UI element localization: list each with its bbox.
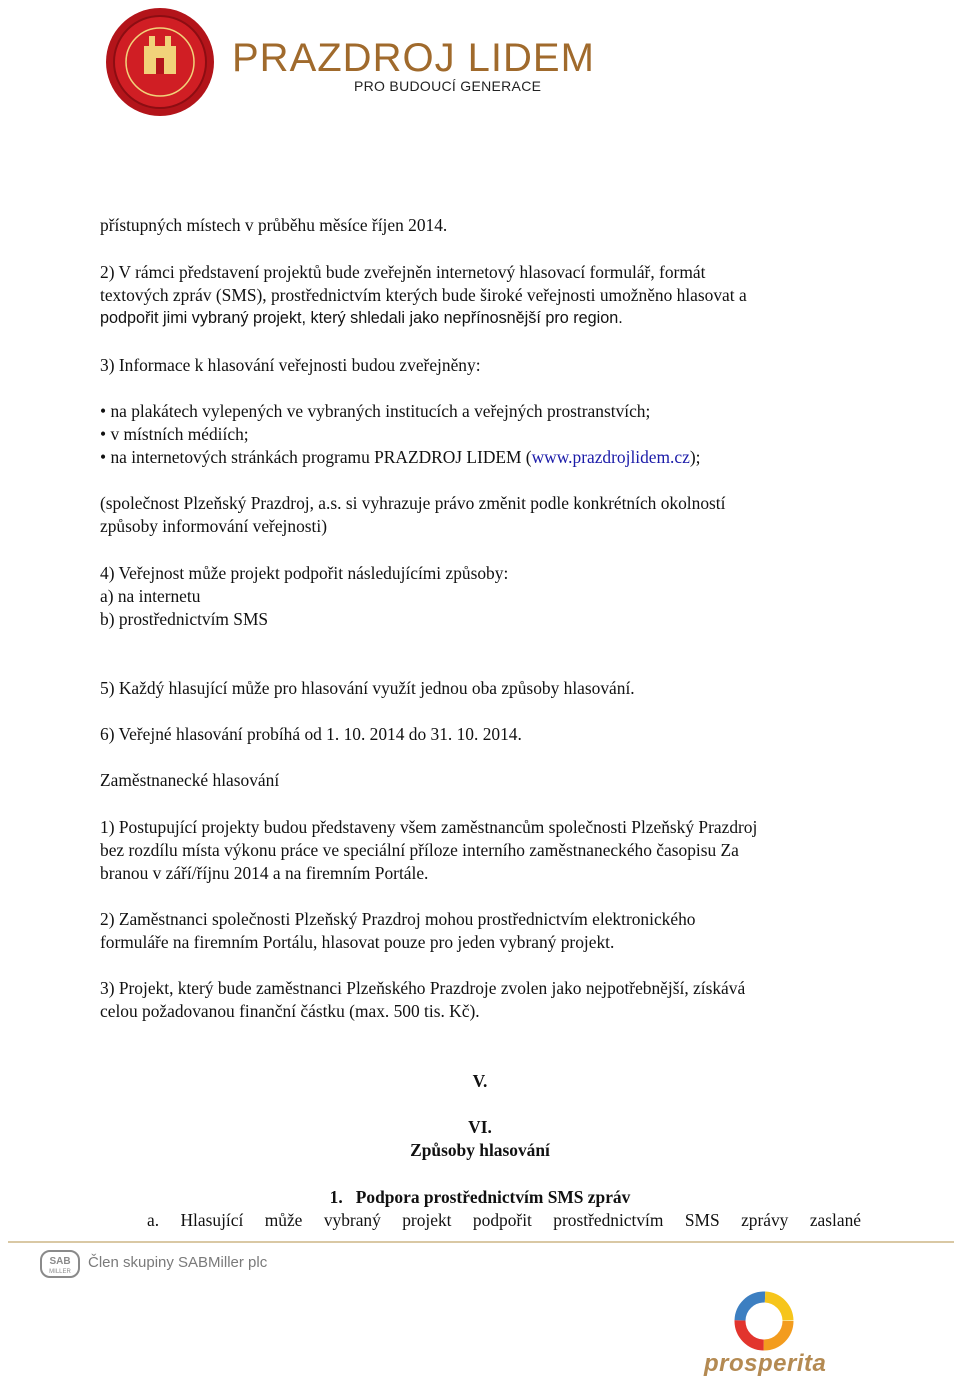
item-a-word: projekt xyxy=(402,1210,452,1230)
paragraph-5: 5) Každý hlasující může pro hlasování využít jednou oba způsoby hlasování. xyxy=(100,678,635,698)
item-a-word: zprávy xyxy=(741,1210,789,1230)
item-a-line xyxy=(147,1209,861,1232)
employee-3-line-2: celou požadovanou finanční částku (max. 500 tis. Kč). xyxy=(100,1001,480,1021)
bullet-icon: • xyxy=(100,424,107,444)
paragraph-3-note-line-1: (společnost Plzeňský Prazdroj, a.s. si vyhrazuje právo změnit podle konkrétních okolností xyxy=(100,493,726,513)
employee-1-line-1: 1) Postupující projekty budou představeny všem zaměstnancům společnosti Plzeňský Prazdroj xyxy=(100,817,758,837)
prosperita-logo xyxy=(724,1286,804,1356)
bullet-item xyxy=(100,400,870,423)
bullet-item xyxy=(100,423,870,446)
paragraph-4-line-3: b) prostřednictvím SMS xyxy=(100,609,269,629)
section-heading-employee-voting: Zaměstnanecké hlasování xyxy=(100,770,280,790)
employee-3-line-1: 3) Projekt, který bude zaměstnanci Plzeňského Prazdroje zvolen jako nejpotřebnější, získává xyxy=(100,978,746,998)
svg-text:SAB: SAB xyxy=(49,1256,71,1267)
bullet-item xyxy=(100,446,870,469)
employee-1-line-2: bez rozdílu místa výkonu práce ve speciální příloze interního zaměstnaneckého časopisu Za xyxy=(100,840,739,860)
item-a-word: může xyxy=(264,1210,303,1230)
brewery-seal-logo xyxy=(104,6,216,118)
paragraph-4-line-1: 4) Veřejnost může projekt podpořit následujícími způsoby: xyxy=(100,563,509,583)
paragraph-3-intro: 3) Informace k hlasování veřejnosti budou zveřejněny: xyxy=(100,355,481,375)
heading-v: V. xyxy=(472,1071,488,1091)
employee-1-line-3: branou v září/říjnu 2014 a na firemním Portále. xyxy=(100,863,429,883)
employee-2-line-1: 2) Zaměstnanci společnosti Plzeňský Prazdroj mohou prostřednictvím elektronického xyxy=(100,909,696,929)
heading-vi-title: Způsoby hlasování xyxy=(410,1140,550,1160)
paragraph-2-line-3: podpořit jimi vybraný projekt, který shledali jako nepřínosnější pro region. xyxy=(100,309,623,327)
bullet-text: v místních médiích; xyxy=(110,424,249,444)
paragraph-6: 6) Veřejné hlasování probíhá od 1. 10. 2014 do 31. 10. 2014. xyxy=(100,724,522,744)
heading-sms-support: 1. Podpora prostřednictvím SMS zpráv xyxy=(329,1187,631,1207)
item-a-word: SMS xyxy=(684,1210,720,1230)
item-a-word: zaslané xyxy=(809,1210,861,1230)
item-a-word: a. xyxy=(147,1210,160,1230)
website-link[interactable]: www.prazdrojlidem.cz xyxy=(531,447,690,467)
sabmiller-logo xyxy=(40,1250,80,1278)
item-a-word: vybraný xyxy=(323,1210,381,1230)
paragraph-2-line-2: textových zpráv (SMS), prostřednictvím kterých bude široké veřejnosti umožněno hlasovat a xyxy=(100,285,747,305)
bullet-icon: • xyxy=(100,401,107,421)
paragraph-3-note-line-2: způsoby informování veřejnosti) xyxy=(100,516,327,536)
svg-text:MILLER: MILLER xyxy=(49,1269,71,1275)
item-a-word: Hlasující xyxy=(180,1210,244,1230)
bullet-icon: • xyxy=(100,447,107,467)
text-line: přístupných místech v průběhu měsíce říjen 2014. xyxy=(100,215,448,235)
sabmiller-member-text: Člen skupiny SABMiller plc xyxy=(88,1254,268,1271)
brand-subtitle: PRO BUDOUCÍ GENERACE xyxy=(354,78,542,94)
heading-vi: VI. xyxy=(468,1117,492,1137)
bullet-text: na plakátech vylepených ve vybraných institucích a veřejných prostranstvích; xyxy=(110,401,651,421)
prosperita-wordmark: prosperita xyxy=(704,1350,827,1377)
item-a-word: prostřednictvím xyxy=(553,1210,664,1230)
brand-title: PRAZDROJ LIDEM xyxy=(232,36,595,80)
bullet-suffix: ); xyxy=(689,447,701,467)
paragraph-4-line-2: a) na internetu xyxy=(100,586,201,606)
paragraph-2-line-1: 2) V rámci představení projektů bude zveřejněn internetový hlasovací formulář, formát xyxy=(100,262,706,282)
item-a-word: podpořit xyxy=(472,1210,532,1230)
bullet-text: na internetových stránkách programu PRAZDROJ LIDEM ( xyxy=(110,447,532,467)
footer-divider xyxy=(8,1241,954,1243)
employee-2-line-2: formuláře na firemním Portálu, hlasovat pouze pro jeden vybraný projekt. xyxy=(100,932,615,952)
